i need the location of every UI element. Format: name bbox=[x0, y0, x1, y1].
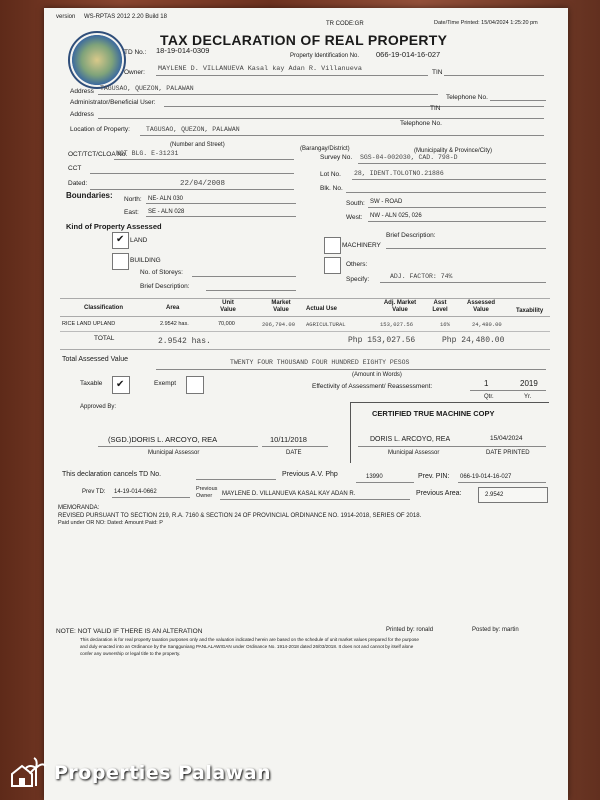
south-underline bbox=[368, 207, 546, 208]
east-underline bbox=[146, 216, 296, 217]
certified-date: 15/04/2024 bbox=[490, 435, 523, 442]
cancels-underline bbox=[196, 479, 276, 480]
prev-pin-underline bbox=[458, 482, 546, 483]
location-value: TAGUSAO, QUEZON, PALAWAN bbox=[146, 126, 240, 133]
certified-name: DORIS L. ARCOYO, REA bbox=[370, 436, 451, 443]
cell-assessed-value: 24,480.00 bbox=[472, 321, 502, 328]
table-row-rule bbox=[60, 331, 550, 332]
number-street-caption: (Number and Street) bbox=[170, 142, 225, 148]
north-value: NE- ALN 030 bbox=[148, 196, 184, 202]
boundaries-title: Boundaries: bbox=[66, 191, 113, 200]
prev-owner-label-2: Owner bbox=[196, 493, 213, 499]
approval-date-caption: DATE bbox=[286, 450, 302, 456]
owner-label: Owner: bbox=[124, 69, 145, 76]
lot-underline bbox=[352, 179, 546, 180]
land-check-icon: ✔ bbox=[116, 234, 125, 245]
east-value: SE - ALN 028 bbox=[148, 209, 185, 215]
taxable-label: Taxable bbox=[80, 380, 103, 387]
th-unit-value: Unit Value bbox=[220, 300, 236, 313]
total-area: 2.9542 has. bbox=[158, 337, 211, 346]
address2-underline bbox=[98, 118, 544, 119]
administrator-underline bbox=[164, 106, 544, 107]
amount-in-words: TWENTY FOUR THOUSAND FOUR HUNDRED EIGHTY PESOS bbox=[230, 359, 410, 366]
others-checkbox[interactable] bbox=[324, 257, 341, 274]
prev-td-value: 14-19-014-0662 bbox=[114, 489, 157, 495]
footer-disclaimer-1: This declaration is for real property taxation purposes only and the valuation indicated herein are based on the schedule of unit market values prepared for the purpose bbox=[80, 637, 419, 642]
cell-market-value: 206,794.00 bbox=[262, 321, 296, 328]
prev-owner-label-1: Previous bbox=[196, 486, 218, 492]
approval-date-line bbox=[262, 446, 328, 447]
survey-label: Survey No. bbox=[320, 154, 353, 161]
taxable-checkbox[interactable] bbox=[112, 376, 130, 394]
table-header-rule bbox=[60, 316, 550, 317]
address-label: Address bbox=[70, 88, 94, 95]
th-classification: Classification bbox=[84, 305, 124, 311]
th-assessed-value: Assessed Value bbox=[466, 300, 496, 313]
th-asst-level: Asst Level bbox=[432, 300, 448, 313]
certified-title: Municipal Assessor bbox=[388, 450, 440, 456]
certified-date-caption: DATE PRINTED bbox=[486, 450, 530, 456]
house-palm-logo-icon bbox=[8, 756, 48, 790]
dated-label: Dated: bbox=[68, 180, 88, 187]
specify-underline bbox=[380, 282, 546, 283]
location-label: Location of Property: bbox=[70, 126, 130, 133]
total-assessed-label: Total Assessed Value bbox=[62, 356, 129, 363]
telephone2-label: Telephone No. bbox=[400, 120, 442, 127]
version-value: WS-RPTAS 2012 2.20 Build 18 bbox=[84, 14, 167, 20]
lot-label: Lot No. bbox=[320, 171, 341, 178]
machinery-checkbox[interactable] bbox=[324, 237, 341, 254]
document-title: TAX DECLARATION OF REAL PROPERTY bbox=[160, 32, 448, 48]
prev-av-label: Previous A.V. Php bbox=[282, 471, 338, 478]
telephone-underline bbox=[490, 100, 546, 101]
north-label: North: bbox=[124, 196, 142, 203]
cell-actual-use: AGRICULTURAL bbox=[306, 321, 346, 328]
version-label: version bbox=[56, 14, 76, 20]
tin2-label: TIN bbox=[430, 105, 441, 112]
total-assessed-value: Php 24,480.00 bbox=[442, 336, 505, 345]
dated-value: 22/04/2008 bbox=[180, 180, 226, 188]
location-underline bbox=[140, 135, 544, 136]
cell-area: 2.9542 has. bbox=[160, 321, 189, 327]
assessor-signature-line bbox=[98, 446, 258, 447]
specify-label: Specify: bbox=[346, 276, 370, 283]
properties-palawan-watermark bbox=[8, 756, 271, 790]
printed-by: Printed by: ronald bbox=[386, 627, 434, 633]
oct-value: NOT BLG. E-31231 bbox=[116, 150, 179, 157]
cct-label: CCT bbox=[68, 165, 82, 172]
footer-disclaimer-2: and duly enacted into an Ordinance by the Sangguniang PANLALAWIGAN under Ordinance No. 1914-2018 dated 26/03/2018. It does not and cannot by itself alone bbox=[80, 644, 414, 649]
administrator-label: Administrator/Beneficial User: bbox=[70, 99, 156, 106]
west-label: West: bbox=[346, 214, 363, 221]
brief1-underline bbox=[206, 290, 296, 291]
survey-underline bbox=[358, 163, 546, 164]
table-bottom-rule bbox=[60, 349, 550, 350]
alteration-note: NOTE: NOT VALID IF THERE IS AN ALTERATION bbox=[56, 628, 203, 635]
west-underline bbox=[368, 221, 546, 222]
blk-label: Blk. No. bbox=[320, 185, 343, 192]
municipal-seal-icon bbox=[68, 31, 126, 89]
approved-by-label: Approved By: bbox=[80, 404, 117, 410]
building-checkbox[interactable] bbox=[112, 253, 129, 270]
effectivity-label: Effectivity of Assessment/ Reassessment: bbox=[312, 383, 433, 390]
footer-disclaimer-3: confer any ownership or legal title to the property. bbox=[80, 651, 181, 656]
prev-pin-label: Prev. PIN: bbox=[418, 473, 450, 480]
kind-title: Kind of Property Assessed bbox=[66, 222, 162, 231]
approval-date: 10/11/2018 bbox=[270, 435, 307, 444]
assessor-name: (SGD.)DORIS L. ARCOYO, REA bbox=[108, 435, 218, 444]
year-value: 2019 bbox=[520, 379, 538, 388]
west-value: NW - ALN 025, 026 bbox=[370, 213, 422, 219]
memoranda-title: MEMORANDA: bbox=[58, 505, 100, 511]
prev-av-underline bbox=[356, 482, 414, 483]
amount-words-underline bbox=[156, 369, 546, 370]
certified-copy-title: CERTIFIED TRUE MACHINE COPY bbox=[372, 409, 495, 418]
watermark-text: Properties Palawan bbox=[54, 762, 272, 784]
blk-underline bbox=[346, 192, 546, 193]
quarter-caption: Qtr. bbox=[484, 394, 494, 400]
owner-value: MAYLENE D. VILLANUEVA Kasal kay Adan R. Villanueva bbox=[158, 65, 362, 73]
amount-words-caption: (Amount in Words) bbox=[352, 372, 402, 378]
others-label: Others: bbox=[346, 261, 368, 268]
taxable-check-icon: ✔ bbox=[116, 379, 125, 390]
east-label: East: bbox=[124, 209, 139, 216]
td-label: TD No.: bbox=[124, 49, 147, 56]
total-adj-market-value: Php 153,027.56 bbox=[348, 336, 416, 345]
cell-adj-market-value: 153,027.56 bbox=[380, 321, 414, 328]
date-time-printed: Date/Time Printed: 15/04/2024 1:25:20 pm bbox=[434, 20, 538, 26]
brief1-label: Brief Description: bbox=[140, 283, 190, 290]
th-actual-use: Actual Use bbox=[306, 306, 338, 312]
barangay-caption: (Barangay/District) bbox=[300, 146, 350, 152]
prev-td-label: Prev TD: bbox=[82, 489, 106, 495]
th-area: Area bbox=[166, 305, 180, 311]
north-underline bbox=[146, 203, 296, 204]
prev-area-value: 2.9542 bbox=[485, 492, 504, 498]
certified-signature-line bbox=[358, 446, 546, 447]
prev-pin-value: 066-19-014-16-027 bbox=[460, 474, 512, 480]
brief2-label: Brief Description: bbox=[386, 232, 436, 239]
prev-area-box bbox=[478, 487, 548, 503]
posted-by: Posted by: martin bbox=[472, 627, 519, 633]
address-value: TAGUSAO, QUEZON, PALAWAN bbox=[100, 85, 194, 92]
storeys-underline bbox=[192, 276, 296, 277]
th-taxability: Taxability bbox=[516, 308, 544, 314]
machinery-label: MACHINERY bbox=[342, 242, 381, 249]
specify-value: ADJ. FACTOR: 74% bbox=[390, 273, 453, 280]
cct-underline bbox=[90, 173, 294, 174]
td-number: 18-19-014-0309 bbox=[156, 46, 210, 55]
owner-underline bbox=[156, 75, 428, 76]
cell-unit-value: 70,000 bbox=[218, 321, 235, 327]
oct-underline bbox=[114, 159, 294, 160]
tin-underline bbox=[444, 75, 544, 76]
prev-owner-value: MAYLENE D. VILLANUEVA KASAL KAY ADAN R. bbox=[222, 491, 356, 497]
prev-owner-underline bbox=[220, 499, 410, 500]
building-label: BUILDING bbox=[130, 257, 161, 264]
paid-under-or: Paid under OR NO: Dated: Amount Paid: P bbox=[58, 520, 163, 526]
cell-asst-level: 16% bbox=[440, 321, 450, 328]
prev-area-label: Previous Area: bbox=[416, 490, 462, 497]
land-label: LAND bbox=[130, 237, 148, 244]
cancels-label: This declaration cancels TD No. bbox=[62, 471, 162, 478]
prev-td-underline bbox=[112, 497, 190, 498]
pin-value: 066-19-014-16-027 bbox=[376, 50, 441, 59]
th-adj-market-value: Adj. Market Value bbox=[383, 300, 417, 313]
quarter-value: 1 bbox=[484, 379, 489, 388]
year-caption: Yr. bbox=[524, 394, 532, 400]
machinery-underline bbox=[386, 248, 546, 249]
effectivity-underline bbox=[470, 390, 546, 391]
exempt-checkbox[interactable] bbox=[186, 376, 204, 394]
address-underline bbox=[98, 94, 438, 95]
dated-underline bbox=[90, 189, 294, 190]
total-label: TOTAL bbox=[94, 335, 115, 342]
telephone-label: Telephone No. bbox=[446, 94, 488, 101]
south-label: South: bbox=[346, 200, 365, 207]
assessor-title: Municipal Assessor bbox=[148, 450, 200, 456]
exempt-label: Exempt bbox=[154, 380, 177, 387]
memoranda-text: REVISED PURSUANT TO SECTION 219, R.A. 7160 & SECTION 24 OF PROVINCIAL ORDINANCE NO. 1914-2018, SERIES OF 2018. bbox=[58, 513, 422, 519]
lot-value: 28, IDENT.TOLOTNO.21886 bbox=[354, 170, 444, 177]
table-top-rule bbox=[60, 298, 550, 299]
th-market-value: Market Value bbox=[271, 300, 291, 313]
municipality-caption: (Municipality & Province/City) bbox=[414, 148, 493, 154]
address2-label: Address bbox=[70, 111, 94, 118]
cell-classification: RICE LAND UPLAND bbox=[62, 321, 116, 327]
tin-label: TIN bbox=[432, 69, 443, 76]
oct-label: OCT/TCT/CLOA No. bbox=[68, 151, 128, 158]
survey-value: SGS-04-002030, CAD. 798-D bbox=[360, 154, 458, 161]
land-checkbox[interactable] bbox=[112, 232, 129, 249]
prev-av-value: 13990 bbox=[366, 474, 383, 480]
storeys-label: No. of Storeys: bbox=[140, 269, 183, 276]
pin-label: Property Identification No. bbox=[290, 53, 360, 59]
south-value: SW - ROAD bbox=[370, 199, 403, 205]
tr-code: TR CODE:GR bbox=[326, 21, 364, 27]
